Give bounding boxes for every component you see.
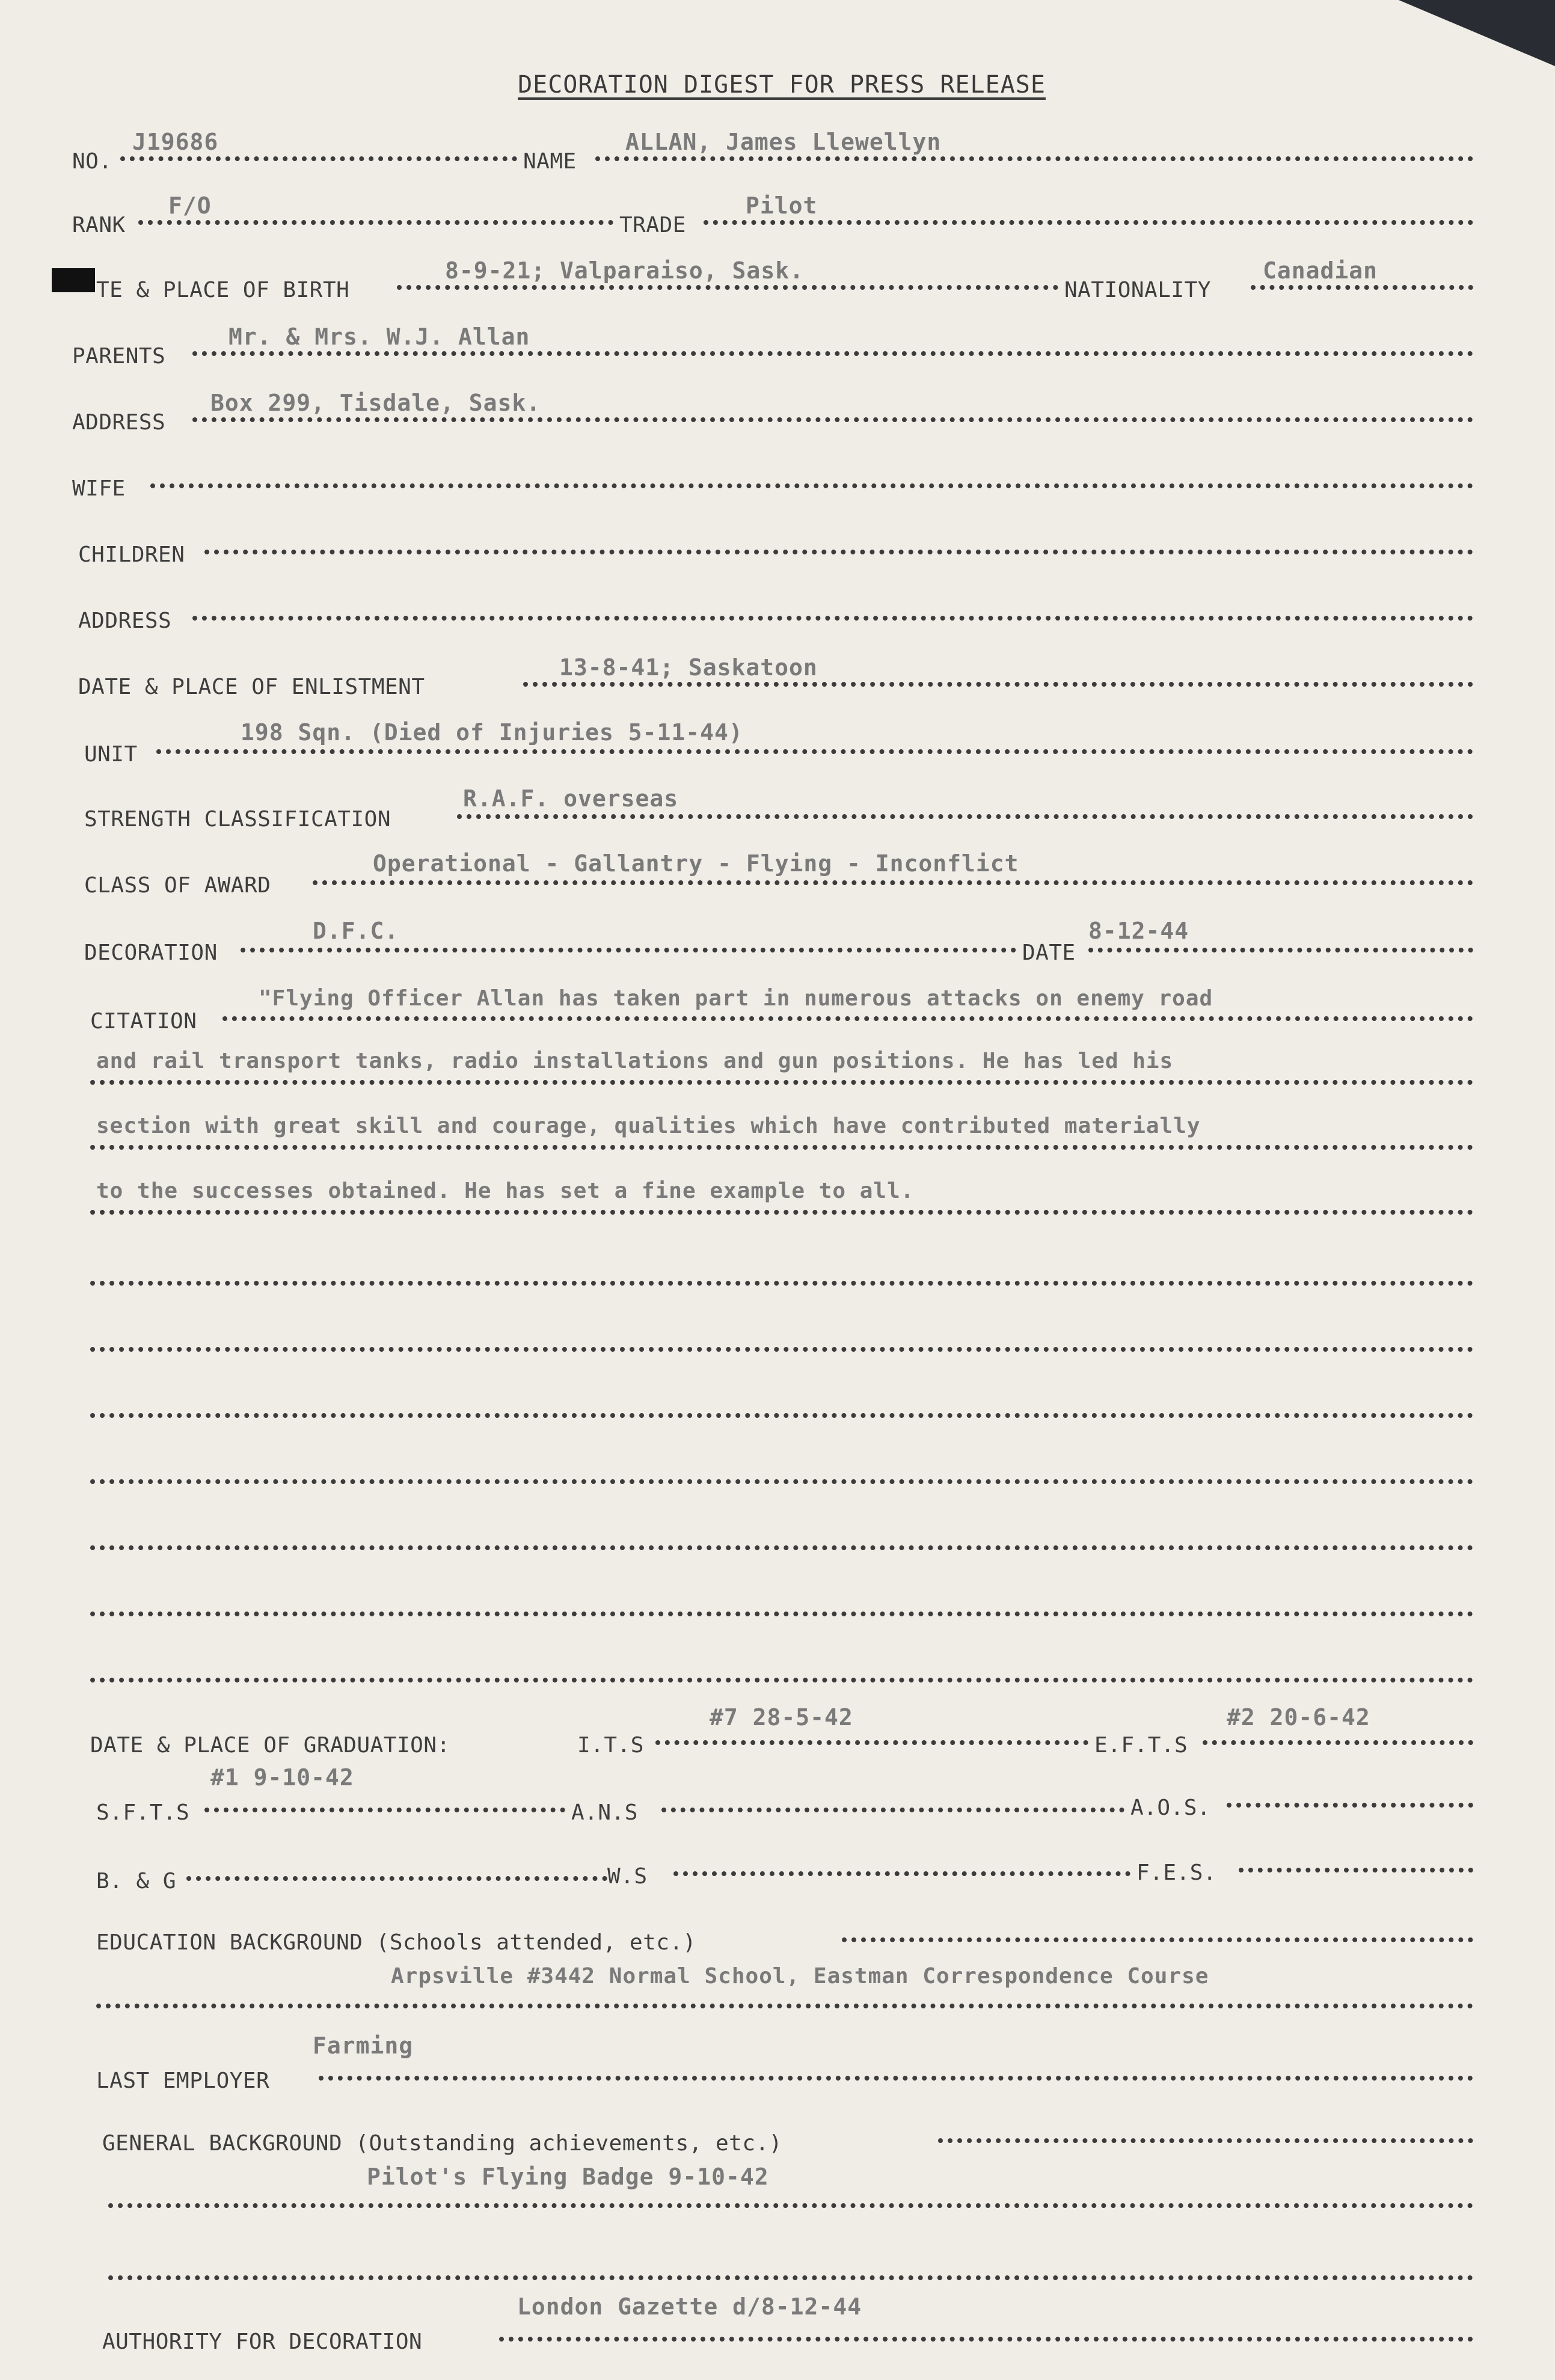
employer-pre-value: Farming <box>313 2032 414 2059</box>
authority-label: AUTHORITY FOR DECORATION <box>102 2329 423 2354</box>
class-award-label: CLASS OF AWARD <box>84 873 271 898</box>
date-label: DATE <box>1022 940 1076 965</box>
citation-line: "Flying Officer Allan has taken part in numerous attacks on enemy road <box>259 986 1213 1011</box>
unit-value: 198 Sqn. (Died of Injuries 5-11-44) <box>241 719 743 746</box>
date-dots <box>1088 948 1473 952</box>
no-value: J19686 <box>132 129 219 155</box>
trade-dots <box>704 220 1473 225</box>
enlistment-dots <box>523 682 1473 687</box>
parents-label: PARENTS <box>72 344 166 369</box>
decoration-dots <box>241 948 1016 952</box>
enlistment-value: 13-8-41; Saskatoon <box>559 654 818 681</box>
blank-dots <box>90 1281 1473 1286</box>
blank-dots <box>90 1678 1473 1682</box>
date-value: 8-12-44 <box>1088 918 1189 944</box>
parents-dots <box>192 351 1473 356</box>
its-dots <box>655 1740 1088 1745</box>
wife-label: WIFE <box>72 476 126 501</box>
sfts-label: S.F.T.S <box>96 1800 190 1825</box>
children-label: CHILDREN <box>78 542 185 567</box>
address2-label: ADDRESS <box>78 609 172 633</box>
its-label: I.T.S <box>577 1733 644 1758</box>
fes-dots <box>1239 1868 1473 1872</box>
rank-value: F/O <box>168 192 212 219</box>
blank-dots <box>90 1545 1473 1550</box>
decoration-value: D.F.C. <box>313 918 399 944</box>
class-award-dots <box>313 880 1473 885</box>
citation-dots <box>90 1210 1473 1215</box>
graduation-label: DATE & PLACE OF GRADUATION: <box>90 1733 450 1758</box>
address-value: Box 299, Tisdale, Sask. <box>210 390 541 416</box>
its-value: #7 28-5-42 <box>710 1704 853 1731</box>
page-corner-shadow <box>1399 0 1555 66</box>
general-value: Pilot's Flying Badge 9-10-42 <box>367 2164 769 2190</box>
trade-value: Pilot <box>746 192 818 219</box>
unit-label: UNIT <box>84 742 138 767</box>
citation-dots <box>90 1145 1473 1150</box>
rank-label: RANK <box>72 213 126 238</box>
general-dots <box>108 2275 1473 2280</box>
blank-dots <box>90 1413 1473 1418</box>
name-label: NAME <box>523 149 577 174</box>
decoration-label: DECORATION <box>84 940 218 965</box>
education-label: EDUCATION BACKGROUND (Schools attended, etc.) <box>96 1930 696 1955</box>
general-label: GENERAL BACKGROUND (Outstanding achievements, etc.) <box>102 2131 782 2156</box>
redaction-mark <box>52 268 95 292</box>
citation-line: section with great skill and courage, qualities which have contributed materially <box>96 1114 1201 1138</box>
name-dots <box>595 156 1473 161</box>
birth-label: TE & PLACE OF BIRTH <box>96 278 350 302</box>
name-value: ALLAN, James Llewellyn <box>625 129 942 155</box>
nationality-value: Canadian <box>1263 257 1378 284</box>
nationality-dots <box>1251 285 1473 290</box>
children-dots <box>204 550 1473 554</box>
efts-dots <box>1203 1740 1473 1745</box>
ans-dots <box>661 1808 1124 1812</box>
fes-label: F.E.S. <box>1136 1860 1217 1885</box>
strength-value: R.A.F. overseas <box>463 785 679 812</box>
education-value: Arpsville #3442 Normal School, Eastman Correspondence Course <box>391 1964 1209 1989</box>
birth-dots <box>397 285 1058 290</box>
strength-dots <box>457 814 1473 819</box>
address-dots <box>192 417 1473 422</box>
parents-value: Mr. & Mrs. W.J. Allan <box>228 324 530 350</box>
birth-value: 8-9-21; Valparaiso, Sask. <box>445 257 804 284</box>
rank-dots <box>138 220 613 225</box>
employer-label: LAST EMPLOYER <box>96 2069 270 2093</box>
blank-dots <box>90 1347 1473 1352</box>
ws-dots <box>673 1871 1130 1876</box>
general-dots <box>938 2138 1473 2143</box>
education-dots <box>842 1937 1473 1942</box>
ans-label: A.N.S <box>571 1800 638 1825</box>
nationality-label: NATIONALITY <box>1064 278 1211 302</box>
class-award-value: Operational - Gallantry - Flying - Inconflict <box>373 850 1019 877</box>
enlistment-label: DATE & PLACE OF ENLISTMENT <box>78 675 425 699</box>
address2-dots <box>192 616 1473 621</box>
bg-dots <box>186 1876 607 1881</box>
aos-dots <box>1227 1803 1473 1808</box>
document-title: DECORATION DIGEST FOR PRESS RELEASE <box>518 71 1046 99</box>
strength-label: STRENGTH CLASSIFICATION <box>84 807 391 832</box>
wife-dots <box>150 483 1473 488</box>
citation-dots <box>90 1080 1473 1085</box>
blank-dots <box>90 1479 1473 1484</box>
authority-dots <box>499 2337 1473 2342</box>
sfts-dots <box>204 1808 565 1812</box>
aos-label: A.O.S. <box>1130 1796 1211 1820</box>
citation-line: and rail transport tanks, radio installations and gun positions. He has led his <box>96 1049 1174 1073</box>
authority-value: London Gazette d/8-12-44 <box>517 2293 862 2320</box>
employer-dots <box>319 2076 1473 2081</box>
education-dots <box>96 2004 1473 2008</box>
efts-value: #2 20-6-42 <box>1227 1704 1370 1731</box>
no-label: NO. <box>72 149 112 174</box>
citation-line: to the successes obtained. He has set a fine example to all. <box>96 1179 915 1203</box>
citation-label: CITATION <box>90 1009 197 1034</box>
trade-label: TRADE <box>619 213 686 238</box>
efts-label: E.F.T.S <box>1094 1733 1188 1758</box>
citation-dots <box>222 1016 1473 1021</box>
blank-dots <box>90 1612 1473 1616</box>
address-label: ADDRESS <box>72 410 166 435</box>
bg-label: B. & G <box>96 1869 177 1894</box>
ws-label: W.S <box>607 1864 648 1889</box>
sfts-value: #1 9-10-42 <box>210 1764 354 1791</box>
unit-dots <box>156 749 1473 754</box>
general-dots <box>108 2203 1473 2208</box>
no-dots <box>120 156 517 161</box>
